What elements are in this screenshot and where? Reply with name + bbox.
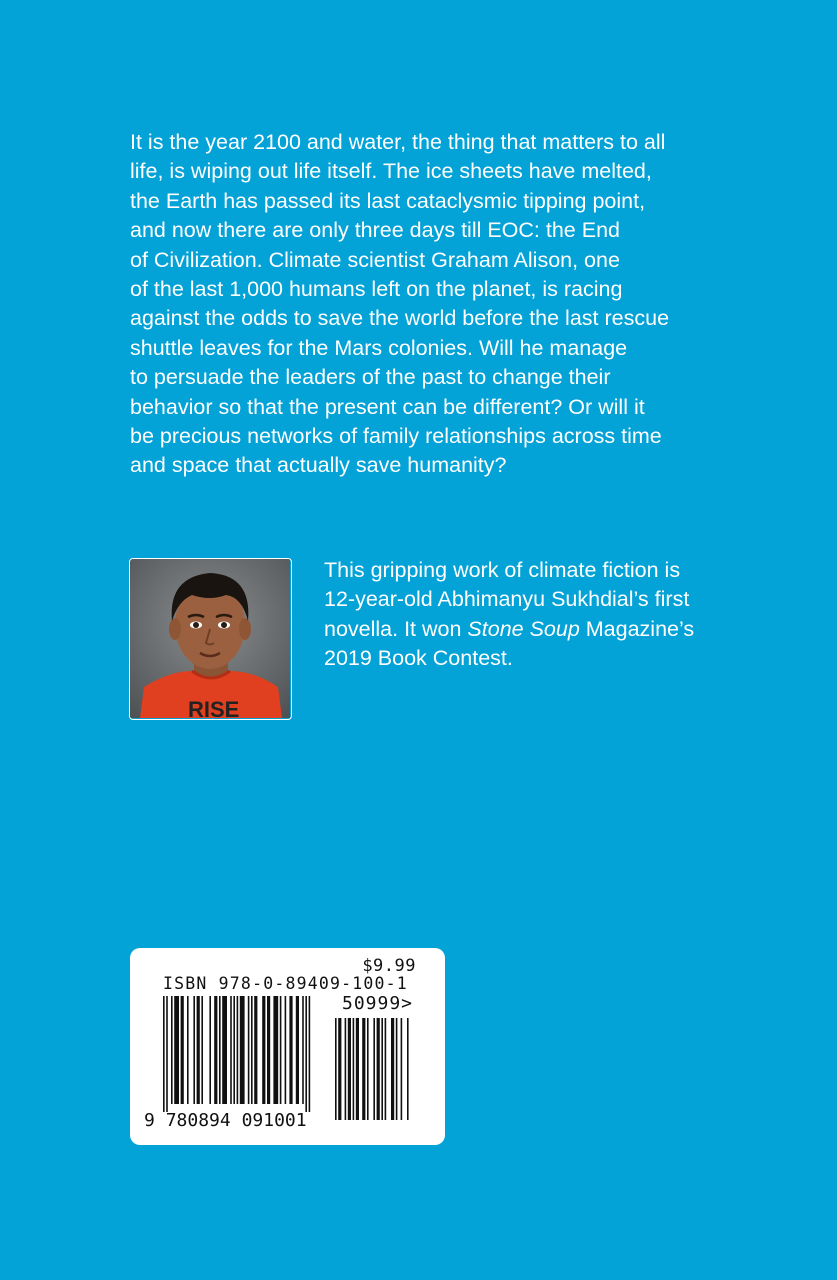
barcode-bar	[240, 996, 245, 1104]
barcode-bar	[267, 996, 270, 1104]
blurb-line: of Civilization. Climate scientist Graham Alison, one	[130, 247, 620, 272]
addon-barcode-bars	[335, 1018, 415, 1126]
price-addon-code: 50999>	[342, 993, 414, 1014]
barcode-bar	[401, 1018, 403, 1120]
ean-left-digits: 780894	[165, 1110, 231, 1131]
back-cover-blurb	[130, 128, 702, 481]
barcode-bar	[362, 1018, 365, 1120]
barcode-bar	[302, 996, 304, 1104]
barcode-bar	[222, 996, 227, 1104]
barcode-bar	[233, 996, 235, 1104]
barcode-bar	[166, 996, 168, 1112]
bio-line: 2019 Book Contest.	[324, 646, 513, 671]
author-portrait-image	[130, 559, 290, 718]
blurb-line: and space that actually save humanity?	[130, 453, 507, 478]
barcode-bar	[201, 996, 203, 1104]
barcode-bar	[353, 1018, 355, 1120]
barcode-bar	[254, 996, 257, 1104]
bio-line	[324, 615, 724, 644]
price: $9.99	[362, 956, 416, 976]
barcode-bar	[209, 996, 211, 1104]
ean-right-digits: 091001	[241, 1110, 307, 1131]
barcode-label	[130, 948, 445, 1145]
ean-first-digit: 9	[144, 1110, 155, 1131]
barcode-bar	[289, 996, 292, 1104]
barcode-bar	[285, 996, 287, 1104]
barcode-bar	[377, 1018, 380, 1120]
barcode-bar	[248, 996, 250, 1104]
blurb-line: and now there are only three days till EOC: the End	[130, 218, 620, 243]
barcode-bar	[305, 996, 307, 1112]
blurb-line: life, is wiping out life itself. The ice sheets have melted,	[130, 159, 652, 184]
barcode-bar	[396, 1018, 398, 1120]
author-bio	[324, 556, 724, 674]
barcode-bar	[214, 996, 217, 1104]
barcode-bar	[391, 1018, 394, 1120]
barcode-bar	[335, 1018, 337, 1120]
blurb-line: It is the year 2100 and water, the thing that matters to all	[130, 130, 666, 154]
author-photo	[129, 558, 292, 720]
barcode-bar	[181, 996, 184, 1104]
barcode-bar	[262, 996, 265, 1104]
shirt-text: RISE	[188, 697, 240, 718]
barcode-bar	[309, 996, 311, 1112]
barcode-bar	[230, 996, 232, 1104]
barcode-bar	[338, 1018, 341, 1120]
isbn-number: ISBN 978-0-89409-100-1	[163, 974, 408, 993]
ean-barcode-bars	[163, 996, 323, 1126]
blurb-line: behavior so that the present can be different? Or will it	[130, 394, 645, 419]
ean-digits	[144, 1110, 307, 1131]
barcode-bar	[296, 996, 299, 1104]
barcode-bar	[385, 1018, 387, 1120]
barcode-bar	[193, 996, 195, 1104]
barcode-bar	[197, 996, 200, 1104]
barcode-bar	[345, 1018, 347, 1120]
blurb-line: the Earth has passed its last cataclysmic tipping point,	[130, 188, 646, 213]
blurb-line: of the last 1,000 humans left on the planet, is racing	[130, 277, 623, 302]
barcode-bar	[356, 1018, 359, 1120]
barcode-bar	[280, 996, 282, 1104]
bio-line: This gripping work of climate fiction is	[324, 558, 681, 582]
barcode-bar	[187, 996, 189, 1104]
barcode-bar	[407, 1018, 409, 1120]
barcode-bar	[163, 996, 165, 1112]
blurb-line: to persuade the leaders of the past to change their	[130, 365, 611, 390]
barcode-bar	[251, 996, 253, 1104]
barcode-bar	[219, 996, 221, 1104]
bio-text: novella. It won	[324, 616, 468, 641]
barcode-bar	[237, 996, 239, 1104]
barcode-bar	[171, 996, 173, 1104]
blurb-line: against the odds to save the world before the last rescue	[130, 306, 670, 331]
blurb-line: shuttle leaves for the Mars colonies. Will he manage	[130, 335, 628, 360]
blurb-line: be precious networks of family relationships across time	[130, 424, 662, 449]
magazine-title: Stone Soup	[467, 616, 580, 641]
barcode-bar	[381, 1018, 383, 1120]
barcode-bar	[273, 996, 278, 1104]
barcode-bar	[367, 1018, 369, 1120]
barcode-bar	[348, 1018, 351, 1120]
barcode-bar	[373, 1018, 375, 1120]
bio-text: Magazine’s	[579, 616, 695, 641]
barcode-bar	[174, 996, 179, 1104]
bio-line: 12-year-old Abhimanyu Sukhdial’s first	[324, 587, 690, 612]
